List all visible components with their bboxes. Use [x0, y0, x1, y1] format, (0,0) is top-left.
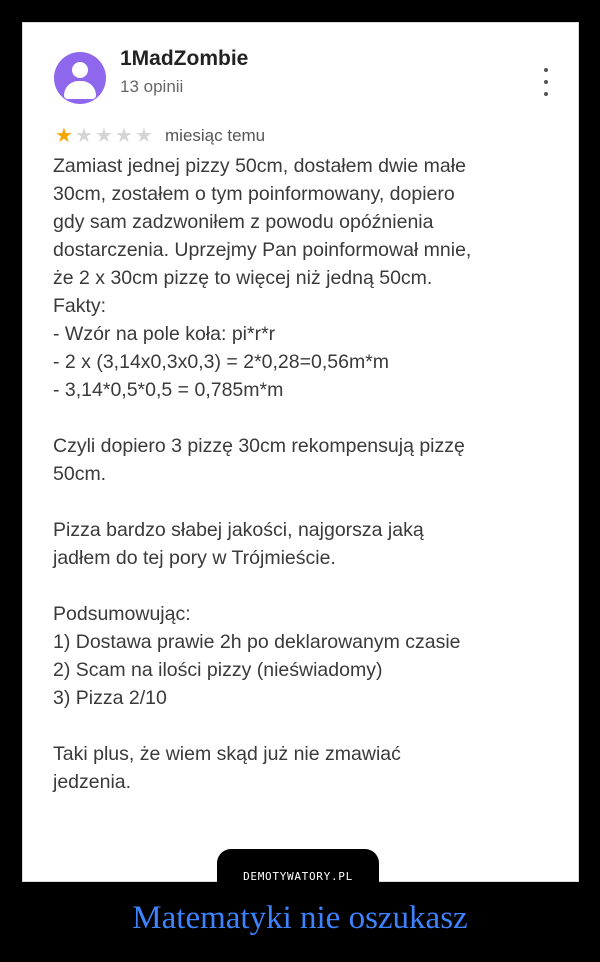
- review-paragraph-gap: [53, 712, 553, 740]
- review-text-line: 3) Pizza 2/10: [53, 687, 167, 709]
- review-header: [54, 46, 560, 116]
- review-text-line: Fakty:: [53, 295, 107, 317]
- review-text-line: - 3,14*0,5*0,5 = 0,785m*m: [53, 379, 284, 401]
- reviewer-name[interactable]: 1MadZombie: [120, 47, 249, 70]
- review-text-line: jadłem do tej pory w Trójmieście.: [53, 547, 336, 569]
- review-card: [23, 23, 578, 881]
- star-icon: ★: [115, 125, 133, 147]
- more-vertical-icon: [544, 92, 548, 96]
- rating-row: [54, 124, 265, 148]
- more-vertical-icon: [544, 68, 548, 72]
- reviewer-review-count: 13 opinii: [120, 77, 184, 96]
- review-text-line: dostarczenia. Uprzejmy Pan poinformował mnie,: [53, 239, 472, 261]
- review-text-line: 1) Dostawa prawie 2h po deklarowanym czasie: [53, 631, 461, 653]
- review-text-line: Pizza bardzo słabej jakości, najgorsza jaką: [53, 519, 424, 541]
- caption: Matematyki nie oszukasz: [132, 900, 468, 936]
- review-text: [53, 152, 553, 796]
- review-text-line: - Wzór na pole koła: pi*r*r: [53, 323, 276, 345]
- review-text-line: - 2 x (3,14x0,3x0,3) = 2*0,28=0,56m*m: [53, 351, 390, 373]
- review-text-line: że 2 x 30cm pizzę to więcej niż jedną 50cm.: [53, 267, 433, 289]
- review-text-line: 50cm.: [53, 463, 107, 485]
- review-text-line: gdy sam zadzwoniłem z powodu opóźnienia: [53, 211, 434, 233]
- review-text-line: Czyli dopiero 3 pizzę 30cm rekompensują pizzę: [53, 435, 465, 457]
- demotivational-frame: [22, 22, 579, 882]
- more-vertical-icon: [544, 80, 548, 84]
- review-text-line: Taki plus, że wiem skąd już nie zmawiać: [53, 743, 401, 765]
- review-text-line: jedzenia.: [53, 771, 132, 793]
- review-text-line: 30cm, zostałem o tym poinformowany, dopiero: [53, 183, 455, 205]
- star-icon: ★: [135, 125, 153, 147]
- avatar-icon[interactable]: [54, 52, 106, 104]
- avatar-body: [64, 81, 96, 99]
- more-options-button[interactable]: [540, 66, 552, 100]
- watermark: DEMOTYWATORY.PL: [243, 870, 353, 883]
- review-text-line: 2) Scam na ilości pizzy (nieświadomy): [53, 659, 383, 681]
- avatar-head: [72, 62, 88, 78]
- star-rating: [54, 126, 154, 146]
- star-icon: ★: [55, 125, 73, 147]
- review-text-line: Zamiast jednej pizzy 50cm, dostałem dwie małe: [53, 155, 466, 177]
- star-icon: ★: [95, 125, 113, 147]
- review-text-line: Podsumowując:: [53, 603, 191, 625]
- star-icon: ★: [75, 125, 93, 147]
- review-time: miesiąc temu: [165, 126, 266, 145]
- review-paragraph-gap: [53, 404, 553, 432]
- review-paragraph-gap: [53, 488, 553, 516]
- review-paragraph-gap: [53, 572, 553, 600]
